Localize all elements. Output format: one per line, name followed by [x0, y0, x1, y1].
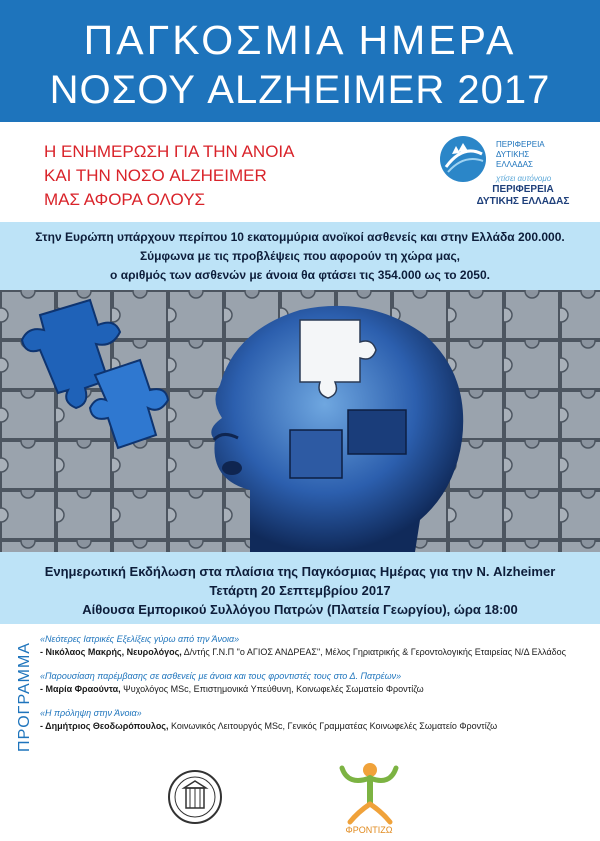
speaker-role: Δ/ντής Γ.Ν.Π "ο ΑΓΙΟΣ ΑΝΔΡΕΑΣ", Μέλος Γηριατρικής & Γεροντολογικής Εταιρείας Ν/Δ Ελλάδος	[181, 647, 567, 657]
tagline-line: Η ΕΝΗΜΕΡΩΣΗ ΓΙΑ ΤΗΝ ΑΝΟΙΑ	[44, 142, 295, 161]
region-name	[458, 184, 588, 208]
region-small-line: ΔΥΤΙΚΗΣ	[496, 150, 530, 159]
program-item-title: «Νεότερες Ιατρικές Εξελίξεις γύρω από την Άνοια»	[40, 634, 240, 644]
page-title-line1: ΠΑΓΚΟΣΜΙΑ ΗΜΕΡΑ	[83, 17, 517, 63]
tagline-line: ΜΑΣ ΑΦΟΡΑ ΟΛΟΥΣ	[44, 190, 206, 209]
program-item-speaker	[40, 646, 595, 659]
speaker-role: Ψυχολόγος MSc, Επιστημονικά Υπεύθυνη, Κοινωφελές Σωματείο Φροντίζω	[120, 684, 424, 694]
program-item-speaker	[40, 683, 595, 696]
program-item-title: «Η πρόληψη στην Άνοια»	[40, 708, 142, 718]
statistics-line: Στην Ευρώπη υπάρχουν περίπου 10 εκατομμύρια ανοϊκοί ασθενείς και στην Ελλάδα 200.000.	[35, 230, 565, 244]
speaker-role: Κοινωνικός Λειτουργός MSc, Γενικός Γραμματέας Κοινωφελές Σωματείο Φροντίζω	[168, 721, 498, 731]
statistics-band	[0, 222, 600, 290]
event-info-text	[0, 562, 600, 619]
region-western-greece-logo	[438, 134, 588, 214]
frontizo-head-icon	[363, 763, 377, 777]
statistics-line: ο αριθμός των ασθενών με άνοια θα φτάσει τις 354.000 ως το 2050.	[110, 268, 490, 282]
program-vertical-label	[12, 632, 36, 762]
puzzle-background-image	[0, 290, 600, 552]
region-script-text: χτίσει αυτόνομο	[496, 174, 552, 183]
tagline-line: ΚΑΙ ΤΗΝ ΝΟΣΟ ALZHEIMER	[44, 166, 267, 185]
frontizo-logo	[336, 756, 402, 836]
speaker-name: - Νικόλαος Μακρής, Νευρολόγος,	[40, 647, 182, 657]
program-item	[40, 633, 595, 659]
program-label-text: ΠΡΟΓΡΑΜΜΑ	[16, 642, 33, 752]
region-small-text	[496, 140, 545, 170]
event-date: Τετάρτη 20 Σεπτεμβρίου 2017	[209, 583, 391, 598]
event-info-band	[0, 552, 600, 624]
program-item-title: «Παρουσίαση παρέμβασης σε ασθενείς με άνοια και τους φροντιστές τους στο Δ. Πατρέων»	[40, 671, 402, 681]
program-item-speaker	[40, 720, 595, 733]
awareness-tagline	[44, 140, 404, 212]
header-banner	[0, 0, 600, 122]
region-name-line: ΔΥΤΙΚΗΣ ΕΛΛΑΔΑΣ	[476, 196, 570, 207]
statistics-line: Σύμφωνα με τις προβλέψεις που αφορούν τη χώρα μας,	[139, 249, 461, 263]
program-item	[40, 670, 595, 696]
program-item	[40, 707, 595, 733]
region-small-line: ΕΛΛΑΔΑΣ	[496, 160, 533, 169]
event-venue: Αίθουσα Εμπορικού Συλλόγου Πατρών (Πλατεία Γεωργίου), ώρα 18:00	[82, 602, 518, 617]
region-name-line: ΠΕΡΙΦΕΡΕΙΑ	[492, 184, 554, 195]
speaker-name: - Μαρία Φραούντα,	[40, 684, 121, 694]
program-list	[40, 633, 595, 744]
statistics-text	[0, 228, 600, 285]
seal-icon	[167, 766, 223, 828]
region-small-line: ΠΕΡΙΦΕΡΕΙΑ	[496, 140, 545, 149]
merchants-association-seal	[167, 766, 223, 828]
event-title: Ενημερωτική Εκδήλωση στα πλαίσια της Παγκόσμιας Ημέρας για την Ν. Alzheimer	[44, 564, 556, 579]
page-title-line2: ΝΟΣΟΥ ALZHEIMER 2017	[49, 68, 551, 112]
puzzle-head-illustration	[0, 290, 600, 552]
speaker-name: - Δημήτριος Θεοδωρόπουλος,	[40, 721, 169, 731]
region-emblem-icon	[438, 134, 488, 184]
frontizo-text: ΦΡΟΝΤΙΖΩ	[345, 825, 393, 835]
